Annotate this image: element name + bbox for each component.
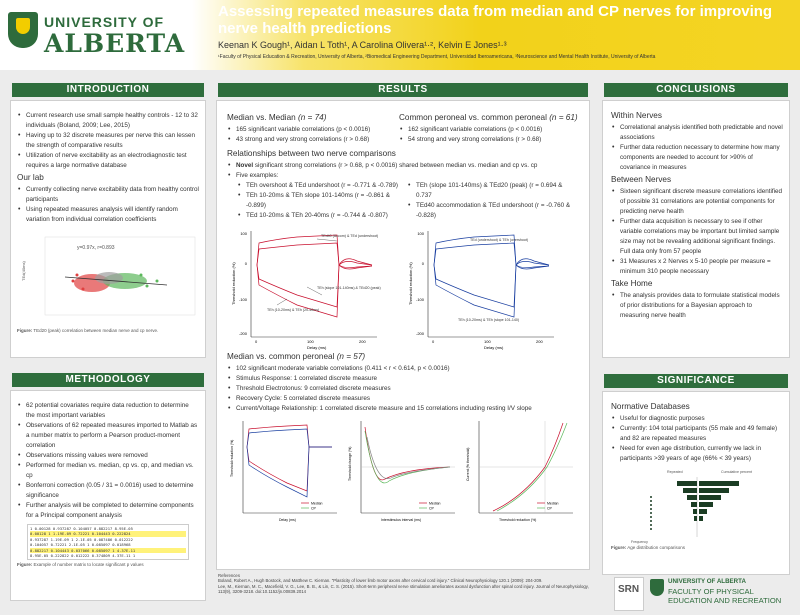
chart-xlabel: Frequency bbox=[631, 540, 648, 544]
significance-figure-caption bbox=[611, 545, 783, 550]
ytick-label: -200 bbox=[415, 331, 424, 336]
correlation-scatter-plot bbox=[17, 231, 201, 326]
chart-annotation: TEh (slope 101-140ms) & TEd20 (peak) bbox=[317, 286, 381, 290]
list-item: • Useful for diagnostic purposes bbox=[611, 414, 783, 424]
list-item: • Correlational analysis identified both predictable and novel associations bbox=[611, 123, 783, 143]
footer-university: UNIVERSITY OF ALBERTA bbox=[668, 578, 746, 585]
list-item: • 102 significant moderate variable correlations (0.411 < r < 0.614, p < 0.0016) bbox=[227, 364, 581, 374]
y-axis-label: Threshold reduction (%) bbox=[231, 262, 236, 305]
te-mini-traces bbox=[247, 425, 332, 497]
rc-mini-traces bbox=[365, 427, 450, 483]
list-item: • TEh overshoot & TEd undershoot (r = -0.771 & -0.789) bbox=[237, 181, 407, 191]
iv-relationship-chart bbox=[463, 417, 581, 529]
list-item: • 31 Measures x 2 Nerves x 5-10 people per measure = minimum 310 people necessary bbox=[611, 257, 783, 277]
list-item: • Further data acquisition is necessary to see if other variable correlations may be important but limited sample size may not be revealing additional significant findings. Full data only from 57 people bbox=[611, 217, 783, 257]
caption-text: Age distribution comparisons bbox=[627, 545, 686, 550]
median-electrotonus-chart bbox=[227, 225, 404, 350]
results-comparison-row bbox=[227, 111, 581, 145]
list-item: • Current/Voltage Relationship: 1 correlated discrete measure and 15 correlations including resting I/V slope bbox=[227, 404, 581, 414]
university-logo bbox=[8, 10, 198, 60]
ytick-label: 100 bbox=[240, 231, 247, 236]
cp-vs-cp-block bbox=[399, 111, 579, 145]
xtick-label: 100 bbox=[307, 339, 314, 344]
median-vs-median-title bbox=[227, 113, 399, 122]
y-axis-label: Threshold change (%) bbox=[348, 446, 352, 481]
poster-authors: Keenan K Gough¹, Aidan L Toth¹, A Carolina Olivera¹·², Kelvin E Jones¹·³ bbox=[218, 40, 507, 50]
ytick-label: -200 bbox=[238, 331, 247, 336]
faculty-crest-icon bbox=[650, 579, 664, 596]
sample-size: (n = 57) bbox=[336, 352, 366, 361]
x-axis-label: Interstimulus interval (ms) bbox=[381, 518, 422, 522]
chart-annotation: TEh (10-20ms) & TEh (slope 101-140) bbox=[458, 318, 520, 322]
footer-faculty: FACULTY OF PHYSICAL bbox=[668, 587, 754, 596]
x-axis-label: Delay (ms) bbox=[307, 345, 327, 350]
median-te-traces bbox=[257, 235, 372, 317]
within-nerves-title: Within Nerves bbox=[611, 111, 662, 120]
introduction-figure-caption bbox=[17, 328, 199, 333]
list-item: • TEd 10-20ms & TEh 20-40ms (r = -0.744 & -0.807) bbox=[237, 211, 407, 221]
examples-columns bbox=[227, 181, 581, 221]
age-bars bbox=[677, 481, 739, 521]
matrix-row: 0.937287 1.19E-09 1 2.1E-05 0.087486 0.012222 bbox=[30, 536, 133, 542]
median-vs-cp-title bbox=[227, 352, 581, 361]
legend-median: Median bbox=[429, 501, 441, 506]
introduction-panel bbox=[10, 100, 206, 358]
novel-text: significant strong correlations (r > 0.68, p < 0.0016) shared between median vs. median and cp vs. cp bbox=[253, 162, 538, 169]
xtick-label: 100 bbox=[484, 339, 491, 344]
list-item: • Observations missing values were removed bbox=[17, 451, 199, 461]
relationships-title: Relationships between two nerve comparisons bbox=[227, 149, 396, 158]
section-title-text: Common peroneal vs. common peroneal bbox=[399, 113, 547, 122]
novel-label: Novel bbox=[236, 162, 254, 169]
number-matrix bbox=[27, 524, 189, 560]
y-axis-label: Threshold reduction (%) bbox=[230, 439, 234, 477]
take-home-title: Take Home bbox=[611, 279, 653, 288]
list-item: • Currently collecting nerve excitability data from healthy control participants bbox=[17, 185, 199, 205]
y-axis-label: Threshold reduction (%) bbox=[408, 262, 413, 305]
ytick-label: 0 bbox=[421, 261, 424, 266]
electrotonus-charts bbox=[227, 225, 581, 350]
srn-text: SRN bbox=[618, 584, 640, 595]
list-item: • Need for even age distribution, currently we lack in participants >39 years of age (66% < 39 years) bbox=[611, 444, 783, 464]
methodology-list bbox=[17, 401, 199, 521]
list-item: • TEd40 accommodation & TEd undershoot (r = -0.760 & -0.828) bbox=[407, 201, 577, 221]
list-item: • Five examples: bbox=[227, 171, 581, 181]
list-item: • 54 strong and very strong correlations (r > 0.68) bbox=[399, 135, 579, 145]
ytick-label: -100 bbox=[238, 297, 247, 302]
plot-ylabel: TEd(40ms) bbox=[21, 261, 26, 281]
crest-icon bbox=[8, 12, 38, 48]
matrix-row: 0.104057 0.72221 2.1E-05 1 0.085097 0.018968 bbox=[30, 542, 131, 548]
significance-panel bbox=[602, 391, 790, 575]
conclusions-heading: CONCLUSIONS bbox=[604, 83, 788, 97]
list-item: • 165 significant variable correlations (p < 0.0016) bbox=[227, 125, 399, 135]
list-item: • 162 significant variable correlations (p < 0.0016) bbox=[399, 125, 579, 135]
list-item: • Having up to 32 discrete measures per nerve this can lessen the strength of comparative results bbox=[17, 131, 199, 151]
cp-te-traces bbox=[434, 235, 549, 317]
normative-databases-title: Normative Databases bbox=[611, 402, 690, 411]
university-name-line1: UNIVERSITY OF bbox=[44, 14, 165, 30]
results-panel bbox=[216, 100, 590, 570]
caption-label: Figure: bbox=[611, 545, 627, 550]
cp-vs-cp-title bbox=[399, 113, 579, 122]
ytick-label: 0 bbox=[244, 261, 247, 266]
chart-annotation: TEd (undershoot) & TEh (overshoot) bbox=[470, 238, 529, 242]
reference-item: Lee, M., Kiernan, M. C., Macefield, V. G., Lee, B. B., & Lin, C. S. (2015). Short-term peripheral nerve stimulation ameliorates axonal dysfunction after spinal cord injury. Journal of Neurophysiology, 113(9), 3209-3218. doi:10.1152/jn.00839.2014 bbox=[218, 583, 589, 594]
chart-legend-right: Cumulative percent bbox=[721, 470, 752, 474]
caption-label: Figure: bbox=[17, 562, 33, 568]
list-item: • Recovery Cycle: 5 correlated discrete measures bbox=[227, 394, 581, 404]
list-item: • 62 potential covariates require data reduction to determine the most important variables bbox=[17, 401, 199, 421]
sample-size: (n = 61) bbox=[549, 113, 578, 122]
sample-size: (n = 74) bbox=[298, 113, 327, 122]
list-item: • Sixteen significant discrete measure correlations identified of possible 31 correlations are potential components for predicting nerve health bbox=[611, 187, 783, 217]
plot-annotation: y=0.97x, r=0.893 bbox=[77, 245, 115, 251]
reference-item: Boland, Robert A., Hugh Bostock, and Matthew C. Kiernan. "Plasticity of lower limb motor axons after cervical cord injury." Clinical Neurophysiology 120.1 (2009): 204-209. bbox=[218, 578, 543, 584]
list-item: • The analysis provides data to formulate statistical models of prior distributions for a Bayesian approach to measuring nerve health bbox=[611, 291, 783, 321]
list-item: • Performed for median vs. median, cp vs. cp, and median vs. cp bbox=[17, 461, 199, 481]
matrix-row: 1 0.00128 0.937287 0.104057 0.882217 8.95E-05 bbox=[30, 526, 133, 531]
chart-annotation: TEd40 (Accom) & TEd (undershoot) bbox=[321, 234, 379, 238]
list-item: • TEh 10-20ms & TEh slope 101-140ms (r = -0.861 & -0.899) bbox=[237, 191, 407, 211]
chart-annotation: TEh (10-20ms) & TEh (20-40ms) bbox=[267, 308, 320, 312]
x-axis-label: Delay (ms) bbox=[484, 345, 504, 350]
xtick-label: 0 bbox=[255, 339, 258, 344]
list-item: • Observations of 62 repeated measures imported to Matlab as a number matrix to perform a Pearson product-moment correlation bbox=[17, 421, 199, 451]
ytick-label: -100 bbox=[415, 297, 424, 302]
list-item: • Utilization of nerve excitability as an electrodiagnostic test requires a large normative database bbox=[17, 151, 199, 171]
matrix-row: 8.95E-05 0.222822 0.012222 0.374809 4.37E-11 1 bbox=[30, 553, 136, 559]
chart-legend-left: Repeated bbox=[667, 470, 683, 474]
xtick-label: 200 bbox=[359, 339, 366, 344]
list-item: • Threshold Electrotonus: 9 correlated discrete measures bbox=[227, 384, 581, 394]
caption-text: Example of number matrix to locate significant p values bbox=[33, 562, 144, 568]
matrix-row: 0.00128 1 1.19E-09 0.72221 0.104443 0.222824 bbox=[30, 531, 186, 536]
list-item: • Currently: 104 total participants (55 male and 49 female) and 82 are repeated measures bbox=[611, 424, 783, 444]
list-item: • 43 strong and very strong correlations (r > 0.68) bbox=[227, 135, 399, 145]
matrix-row: 0.882217 0.104443 0.037066 0.085097 1 4.37E-11 bbox=[30, 548, 186, 553]
xtick-label: 0 bbox=[432, 339, 435, 344]
significance-heading: SIGNIFICANCE bbox=[604, 374, 788, 388]
between-nerves-title: Between Nerves bbox=[611, 175, 672, 184]
references bbox=[218, 573, 590, 594]
references-heading: References bbox=[218, 573, 240, 578]
age-dot-column bbox=[650, 496, 652, 530]
list-item: • Further analysis will be completed to determine components for a Principal component analysis bbox=[17, 501, 199, 521]
annotation-arrows bbox=[277, 239, 337, 305]
introduction-list bbox=[17, 111, 199, 171]
x-axis-label: Threshold reduction (%) bbox=[499, 518, 537, 522]
xtick-label: 200 bbox=[536, 339, 543, 344]
age-distribution-chart bbox=[611, 467, 783, 545]
list-item: • Stimulus Response: 1 correlated discrete measure bbox=[227, 374, 581, 384]
conclusions-panel bbox=[602, 100, 790, 358]
methodology-panel bbox=[10, 390, 206, 601]
ytick-label: 100 bbox=[417, 231, 424, 236]
list-item: • TEh (slope 101-140ms) & TEd20 (peak) (r = 0.694 & 0.737 bbox=[407, 181, 577, 201]
poster-affiliations: ¹Faculty of Physical Education & Recreation, University of Alberta, ²Biomedical Engineering Department, Universidad Iberoamericana, ³Neuroscience and Mental Health Institute, University of Alberta bbox=[218, 54, 656, 60]
university-name-line2: ALBERTA bbox=[44, 29, 186, 58]
footer-logos bbox=[614, 577, 794, 613]
section-title-text: Median vs. common peroneal bbox=[227, 352, 335, 361]
legend-cp: CP bbox=[311, 506, 316, 511]
poster-header bbox=[0, 0, 800, 70]
legend-median: Median bbox=[547, 501, 559, 506]
introduction-heading: INTRODUCTION bbox=[12, 83, 204, 97]
list-item: • Further data reduction necessary to determine how many components are needed to account for >90% of covariance in measures bbox=[611, 143, 783, 173]
cp-electrotonus-chart bbox=[404, 225, 581, 350]
our-lab-heading: Our lab bbox=[17, 173, 44, 182]
recovery-cycle-chart bbox=[345, 417, 463, 529]
results-heading: RESULTS bbox=[218, 83, 588, 97]
list-item: • Using repeated measures analysis will identify random variation from individual correlation coefficients bbox=[17, 205, 199, 225]
methodology-heading: METHODOLOGY bbox=[12, 373, 204, 387]
methodology-figure-caption bbox=[17, 562, 199, 567]
y-axis-label: Current (% threshold) bbox=[466, 447, 470, 481]
threshold-electrotonus-chart bbox=[227, 417, 345, 529]
caption-text: TEd20 (peak) correlation between median nerve and cp nerve. bbox=[33, 328, 159, 333]
srn-logo bbox=[614, 577, 644, 611]
median-vs-median-block bbox=[227, 111, 399, 145]
x-axis-label: Delay (ms) bbox=[279, 518, 296, 522]
poster-title: Assessing repeated measures data from median and CP nerves for improving nerve health predictions bbox=[218, 3, 773, 37]
median-vs-cp-charts bbox=[227, 417, 581, 529]
footer-faculty-line2: EDUCATION AND RECREATION bbox=[668, 596, 782, 605]
legend-cp: CP bbox=[547, 506, 552, 511]
list-item: • Current research use small sample healthy controls - 12 to 32 individuals (Boland, 2009; Lee, 2015) bbox=[17, 111, 199, 131]
list-item bbox=[227, 161, 581, 171]
legend-median: Median bbox=[311, 501, 323, 506]
section-title-text: Median vs. Median bbox=[227, 113, 296, 122]
our-lab-list bbox=[17, 185, 199, 225]
caption-label: Figure: bbox=[17, 328, 33, 333]
list-item: • Bonferroni correction (0.05 / 31 = 0.0016) used to determine significance bbox=[17, 481, 199, 501]
legend-cp: CP bbox=[429, 506, 434, 511]
